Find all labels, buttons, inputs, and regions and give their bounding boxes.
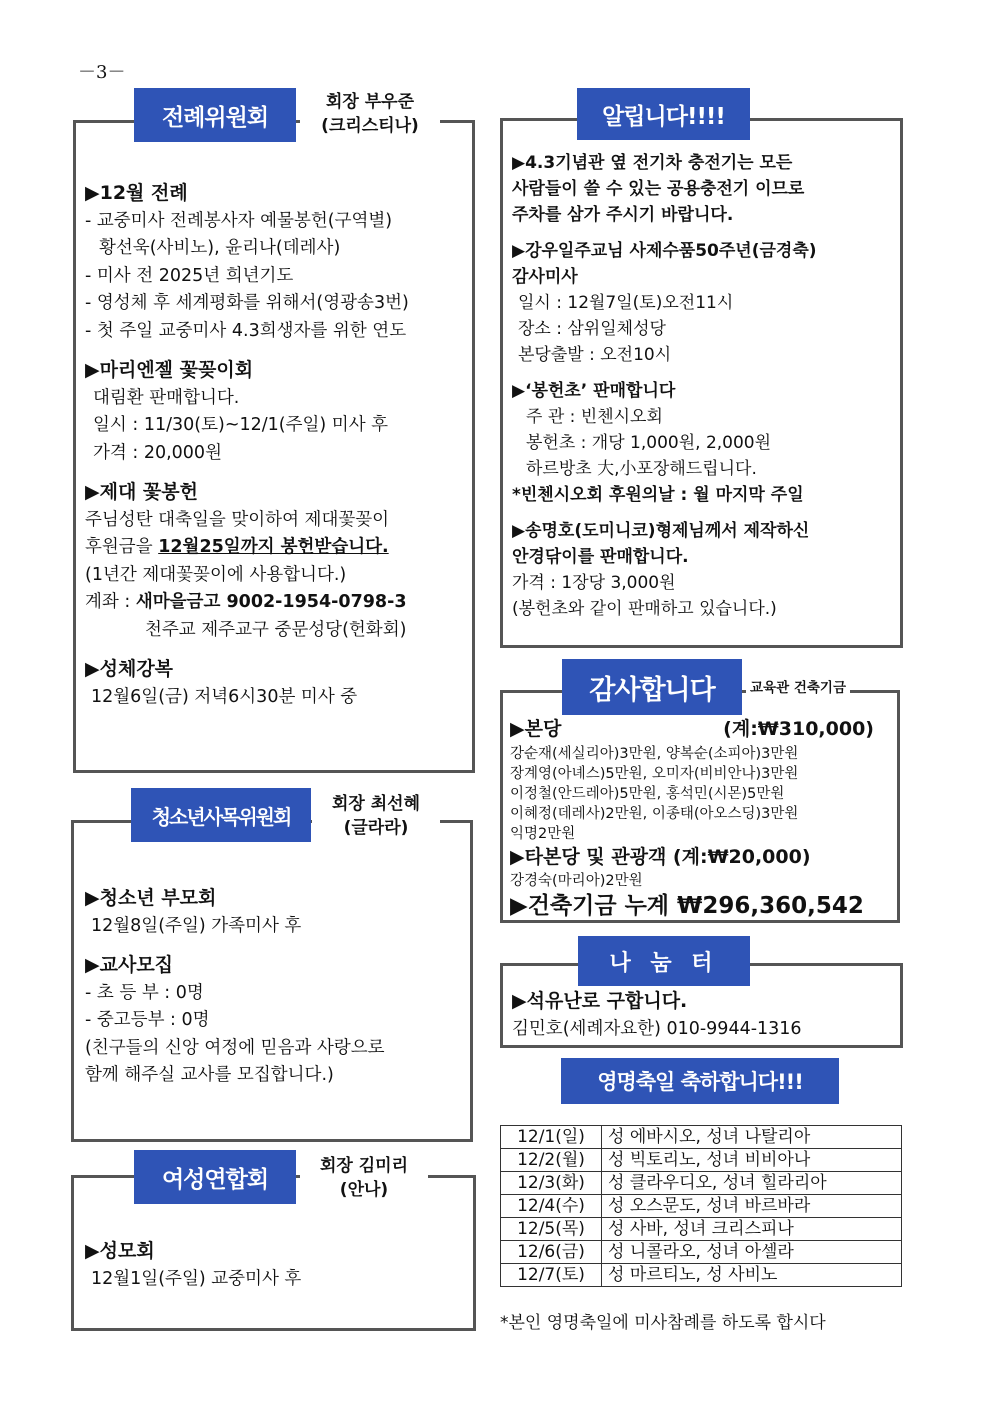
mother-club-line: 12월1일(주일) 교중미사 후	[91, 1268, 302, 1289]
altar-flower-account	[85, 589, 409, 617]
local-donation-title	[510, 716, 890, 744]
liturgy-line: - 첫 주일 교중미사 4.3희생자를 위한 연도	[85, 320, 407, 341]
vincent-note: *빈첸시오회 후원의날 : 월 마지막 주일	[512, 485, 804, 505]
feast-date: 12/3(화)	[501, 1172, 602, 1195]
liturgy-line: - 미사 전 2025년 희년기도	[85, 265, 294, 286]
women-header: 여성연합회	[134, 1150, 296, 1204]
local-donation-label: ▶본당	[510, 718, 562, 740]
liturgy-president	[300, 90, 440, 138]
altar-flower-deadline: 12월25일까지 봉헌받습니다.	[158, 537, 389, 557]
flower-club-line: 일시 : 11/30(토)~12/1(주일) 미사 후	[93, 415, 389, 435]
feast-note: *본인 영명축일에 미사참례를 하도록 합시다	[500, 1313, 826, 1333]
youth-header: 청소년사목위원회	[131, 788, 311, 842]
women-president-baptismal: (안나)	[339, 1180, 389, 1200]
teacher-recruit-title: ▶교사모집	[85, 954, 174, 976]
donor-line: 강순재(세실리아)3만원, 양복순(소피아)3만원	[510, 745, 799, 762]
donor-line: 이정철(안드레아)5만원, 홍석민(시몬)5만원	[510, 785, 785, 802]
donor-line: 익명2만원	[510, 825, 576, 842]
donor-line: 이혜정(데레사)2만원, 이종태(아오스딩)3만원	[510, 805, 799, 822]
jubilee-mass-title: ▶강우일주교님 사제수품50주년(금경축)	[512, 241, 817, 261]
notice-header: 알립니다!!!!	[577, 88, 750, 140]
share-header: 나 눔 터	[578, 936, 750, 986]
feast-saints: 성 클라우디오, 성녀 힐라리아	[602, 1172, 902, 1195]
altar-flower-text: 후원금을	[85, 537, 159, 557]
feast-date: 12/2(월)	[501, 1149, 602, 1172]
feast-date: 12/1(일)	[501, 1126, 602, 1149]
liturgy-content	[85, 180, 409, 711]
feast-saints: 성 오스문도, 성녀 바르바라	[602, 1195, 902, 1218]
benediction-line: 12월6일(금) 저녁6시30분 미사 중	[91, 686, 358, 707]
cloth-sale-title: ▶송명호(도미니코)형제님께서 제작하신	[512, 521, 810, 541]
feast-date: 12/4(수)	[501, 1195, 602, 1218]
candle-sale-title: ▶‘봉헌초’ 판매합니다	[512, 381, 676, 401]
women-president-name: 회장 김미리	[319, 1156, 409, 1176]
cloth-sale-title: 안경닦이를 판매합니다.	[512, 547, 689, 567]
youth-president-baptismal: (글라라)	[343, 818, 409, 838]
charger-notice: 사람들이 쓸 수 있는 공용충전기 이므로	[512, 179, 805, 199]
feast-row	[501, 1149, 902, 1172]
charger-notice: 주차를 삼가 주시기 바랍니다.	[512, 205, 734, 225]
building-fund-total: ▶건축기금 누계 ₩296,360,542	[510, 893, 864, 919]
altar-flower-line	[85, 534, 409, 562]
page-number: －3－	[78, 62, 126, 83]
liturgy-line: 황선욱(사비노), 윤리나(데레사)	[99, 238, 341, 258]
women-content	[85, 1238, 301, 1293]
jubilee-mass-title: 감사미사	[512, 267, 578, 287]
altar-flower-title: ▶제대 꽃봉헌	[85, 481, 198, 503]
heater-request-contact: 김민호(세례자요한) 010-9944-1316	[512, 1018, 802, 1039]
flower-club-line: 대림환 판매합니다.	[93, 387, 240, 408]
feast-row	[501, 1264, 902, 1287]
cloth-sale-line: (봉헌초와 같이 판매하고 있습니다.)	[512, 599, 777, 619]
parents-meeting-title: ▶청소년 부모회	[85, 887, 217, 909]
notice-content	[512, 150, 817, 622]
teacher-recruit-line: (친구들의 신앙 여정에 믿음과 사랑으로	[85, 1037, 385, 1058]
liturgy-line: - 영성체 후 세계평화를 위해서(영광송3번)	[85, 293, 409, 313]
feast-date: 12/6(금)	[501, 1241, 602, 1264]
feast-row	[501, 1172, 902, 1195]
liturgy-header: 전례위원회	[134, 88, 296, 142]
feast-date: 12/7(토)	[501, 1264, 602, 1287]
altar-flower-line: 주님성탄 대축일을 맞이하여 제대꽃꽂이	[85, 509, 390, 530]
thanks-header: 감사합니다	[562, 659, 742, 715]
jubilee-mass-line: 일시 : 12월7일(토)오전11시	[518, 293, 734, 313]
teacher-recruit-line: - 중고등부 : 0명	[85, 1010, 210, 1030]
feast-table	[500, 1125, 902, 1287]
liturgy-line: - 교중미사 전례봉사자 예물봉헌(구역별)	[85, 210, 393, 231]
teacher-recruit-line: 함께 해주실 교사를 모집합니다.)	[85, 1065, 334, 1085]
flower-club-title: ▶마리엔젤 꽃꽂이회	[85, 359, 254, 381]
share-content	[512, 988, 802, 1043]
feast-saints: 성 사바, 성녀 크리스피나	[602, 1218, 902, 1241]
teacher-recruit-line: - 초 등 부 : 0명	[85, 982, 204, 1003]
feast-date: 12/5(목)	[501, 1218, 602, 1241]
youth-president	[312, 792, 440, 840]
feast-saints: 성 니콜라오, 성녀 아셀라	[602, 1241, 902, 1264]
candle-sale-line: 주 관 : 빈첸시오회	[526, 407, 663, 427]
feast-header: 영명축일 축하합니다!!!	[561, 1058, 839, 1104]
candle-sale-line: 하르방초 大,小포장해드립니다.	[526, 459, 757, 479]
feast-saints: 성 에바시오, 성녀 나탈리아	[602, 1126, 902, 1149]
feast-row	[501, 1195, 902, 1218]
liturgy-president-baptismal: (크리스티나)	[321, 116, 419, 136]
altar-flower-line: (1년간 제대꽃꽂이에 사용합니다.)	[85, 564, 347, 585]
december-liturgy-title: ▶12월 전례	[85, 182, 188, 204]
donor-line: 강경숙(마리아)2만원	[510, 873, 643, 889]
benediction-title: ▶성체강복	[85, 658, 174, 680]
feast-saints: 성 빅토리노, 성녀 비비아나	[602, 1149, 902, 1172]
jubilee-mass-line: 본당출발 : 오전10시	[518, 345, 672, 365]
account-holder: 천주교 제주교구 중문성당(헌화회)	[145, 619, 407, 640]
feast-saints: 성 마르티노, 성 사비노	[602, 1264, 902, 1287]
candle-sale-line: 봉헌초 : 개당 1,000원, 2,000원	[526, 433, 772, 453]
women-president	[300, 1154, 428, 1202]
thanks-subtitle: 교육관 건축기금	[746, 676, 850, 696]
youth-president-name: 회장 최선혜	[331, 794, 421, 814]
jubilee-mass-line: 장소 : 삼위일체성당	[518, 319, 666, 339]
youth-content	[85, 885, 385, 1090]
charger-notice: ▶4.3기념관 옆 전기차 충전기는 모든	[512, 153, 793, 173]
liturgy-president-name: 회장 부우준	[325, 92, 415, 112]
feast-row	[501, 1218, 902, 1241]
mother-club-title: ▶성모회	[85, 1240, 155, 1262]
account-number: 새마을금고 9002-1954-0798-3	[135, 592, 407, 612]
feast-row	[501, 1241, 902, 1264]
parents-meeting-line: 12월8일(주일) 가족미사 후	[91, 915, 302, 936]
heater-request-title: ▶석유난로 구합니다.	[512, 990, 688, 1012]
other-donation-title: ▶타본당 및 관광객 (계:₩20,000)	[510, 845, 811, 868]
thanks-content	[510, 716, 890, 921]
account-label: 계좌 :	[85, 592, 136, 612]
flower-club-line: 가격 : 20,000원	[93, 442, 222, 463]
donor-line: 장계영(아녜스)5만원, 오미자(비비안나)3만원	[510, 765, 799, 782]
cloth-sale-line: 가격 : 1장당 3,000원	[512, 573, 676, 593]
local-donation-total: (계:₩310,000)	[723, 718, 874, 740]
feast-row	[501, 1126, 902, 1149]
